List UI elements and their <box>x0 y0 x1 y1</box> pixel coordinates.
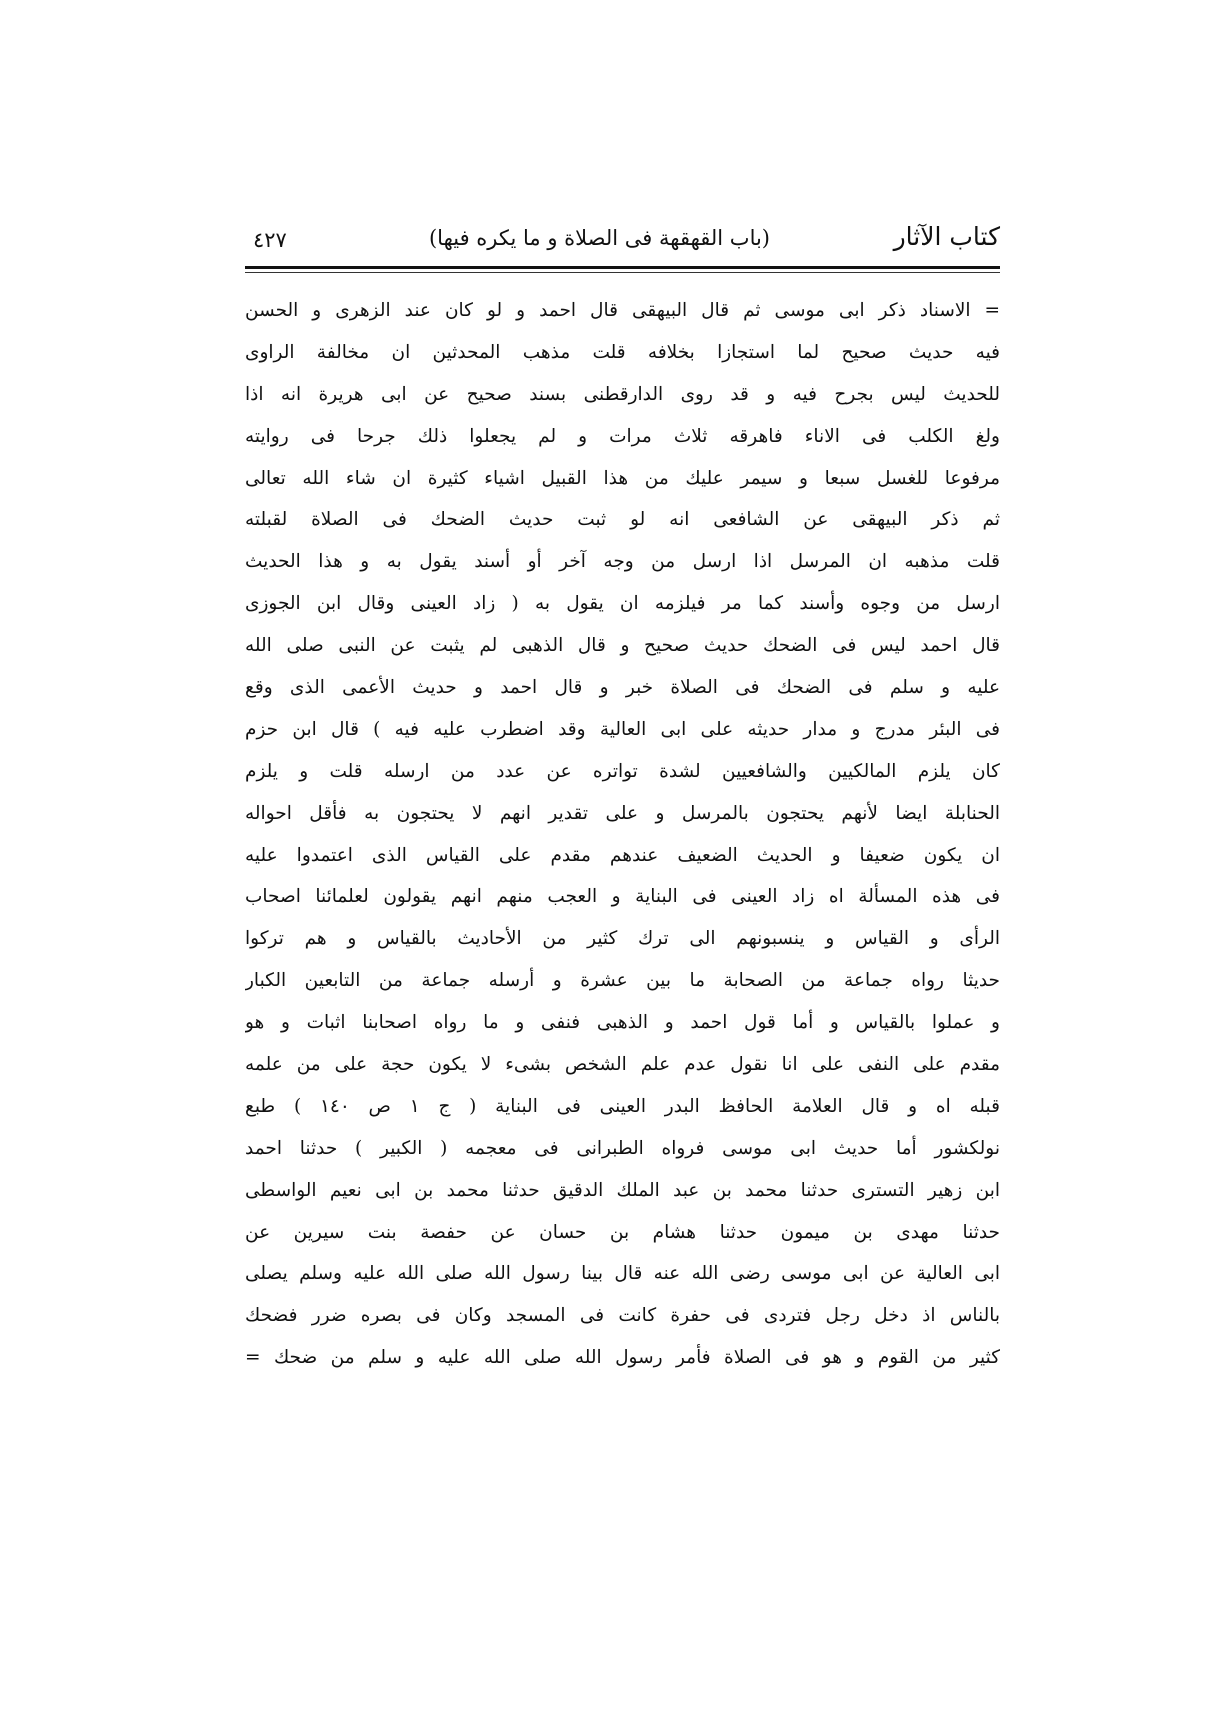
text-line: بالناس اذ دخل رجل فتردى فى حفرة كانت فى المسجد وكان فى بصره ضرر فضحك <box>245 1305 1000 1327</box>
text-line: ارسل من وجوه وأسند كما مر فيلزمه ان يقول به ( زاد العينى وقال ابن الجوزى <box>245 593 1000 615</box>
page-number: ٤٢٧ <box>253 228 287 252</box>
text-line: ابن زهير التسترى حدثنا محمد بن عبد الملك الدقيق حدثنا محمد بن ابى نعيم الواسطى <box>245 1179 1000 1201</box>
text-line: نولكشور أما حديث ابى موسى فرواه الطبرانى فى معجمه ( الكبير ) حدثنا احمد <box>245 1137 1000 1159</box>
text-line: و عملوا بالقياس و أما قول احمد و الذهبى فنفى و ما رواه اصحابنا اثبات و هو <box>245 1012 1000 1034</box>
text-line: الرأى و القياس و ينسبونهم الى ترك كثير من الأحاديث بالقياس و هم تركوا <box>245 928 1000 950</box>
text-line: قلت مذهبه ان المرسل اذا ارسل من وجه آخر أو أسند يقول به و هذا الحديث <box>245 551 1000 573</box>
text-line: كان يلزم المالكيين والشافعيين لشدة تواتره عن عدد من ارسله قلت و يلزم <box>245 760 1000 782</box>
text-line: قال احمد ليس فى الضحك حديث صحيح و قال الذهبى لم يثبت عن النبى صلى الله <box>245 635 1000 657</box>
text-line: فى البئر مدرج و مدار حديثه على ابى العالية وقد اضطرب عليه فيه ) قال ابن حزم <box>245 718 1000 740</box>
body-text <box>245 290 1000 1379</box>
text-line: فى هذه المسألة اه زاد العينى فى البناية و العجب منهم انهم يقولون لعلمائنا اصحاب <box>245 886 1000 908</box>
text-line: ان يكون ضعيفا و الحديث الضعيف عندهم مقدم على القياس الذى اعتمدوا عليه <box>245 844 1000 866</box>
chapter-title: (باب القهقهة فى الصلاة و ما يكره فيها) <box>428 226 770 250</box>
text-line: = الاسناد ذكر ابى موسى ثم قال البيهقى قال احمد و لو كان عند الزهرى و الحسن <box>245 300 1000 321</box>
text-line: قبله اه و قال العلامة الحافظ البدر العينى فى البناية ( ج ١ ص ١٤٠ ) طبع <box>245 1095 1000 1117</box>
text-line: مرفوعا للغسل سبعا و سيمر عليك من هذا القبيل اشياء كثيرة ان شاء الله تعالى <box>245 467 1000 489</box>
text-line: كثير من القوم و هو فى الصلاة فأمر رسول الله صلى الله عليه و سلم من ضحك = <box>245 1347 1000 1369</box>
book-title: كتاب الآثار <box>893 222 1000 251</box>
text-line: حديثا رواه جماعة من الصحابة ما بين عشرة و أرسله جماعة من التابعين الكبار <box>245 970 1000 992</box>
page-header <box>245 222 1000 262</box>
header-rule-thin <box>245 272 1000 273</box>
text-line: فيه حديث صحيح لما استجازا بخلافه قلت مذهب المحدثين ان مخالفة الراوى <box>245 341 1000 363</box>
text-line: الحنابلة ايضا لأنهم يحتجون بالمرسل و على تقدير انهم لا يحتجون به فأقل احواله <box>245 802 1000 824</box>
text-line: ثم ذكر البيهقى عن الشافعى انه لو ثبت حديث الضحك فى الصلاة لقبلته <box>245 509 1000 531</box>
header-rule-thick <box>245 266 1000 269</box>
text-line: حدثنا مهدى بن ميمون حدثنا هشام بن حسان عن حفصة بنت سيرين عن <box>245 1221 1000 1243</box>
text-line: ابى العالية عن ابى موسى رضى الله عنه قال بينا رسول الله صلى الله عليه وسلم يصلى <box>245 1263 1000 1285</box>
text-line: ولغ الكلب فى الاناء فاهرقه ثلاث مرات و لم يجعلوا ذلك جرحا فى روايته <box>245 425 1000 447</box>
text-line: مقدم على النفى على انا نقول عدم علم الشخص بشىء لا يكون حجة على من علمه <box>245 1054 1000 1076</box>
text-line: للحديث ليس بجرح فيه و قد روى الدارقطنى بسند صحيح عن ابى هريرة انه اذا <box>245 383 1000 405</box>
text-line: عليه و سلم فى الضحك فى الصلاة خبر و قال احمد و حديث الأعمى الذى وقع <box>245 677 1000 699</box>
